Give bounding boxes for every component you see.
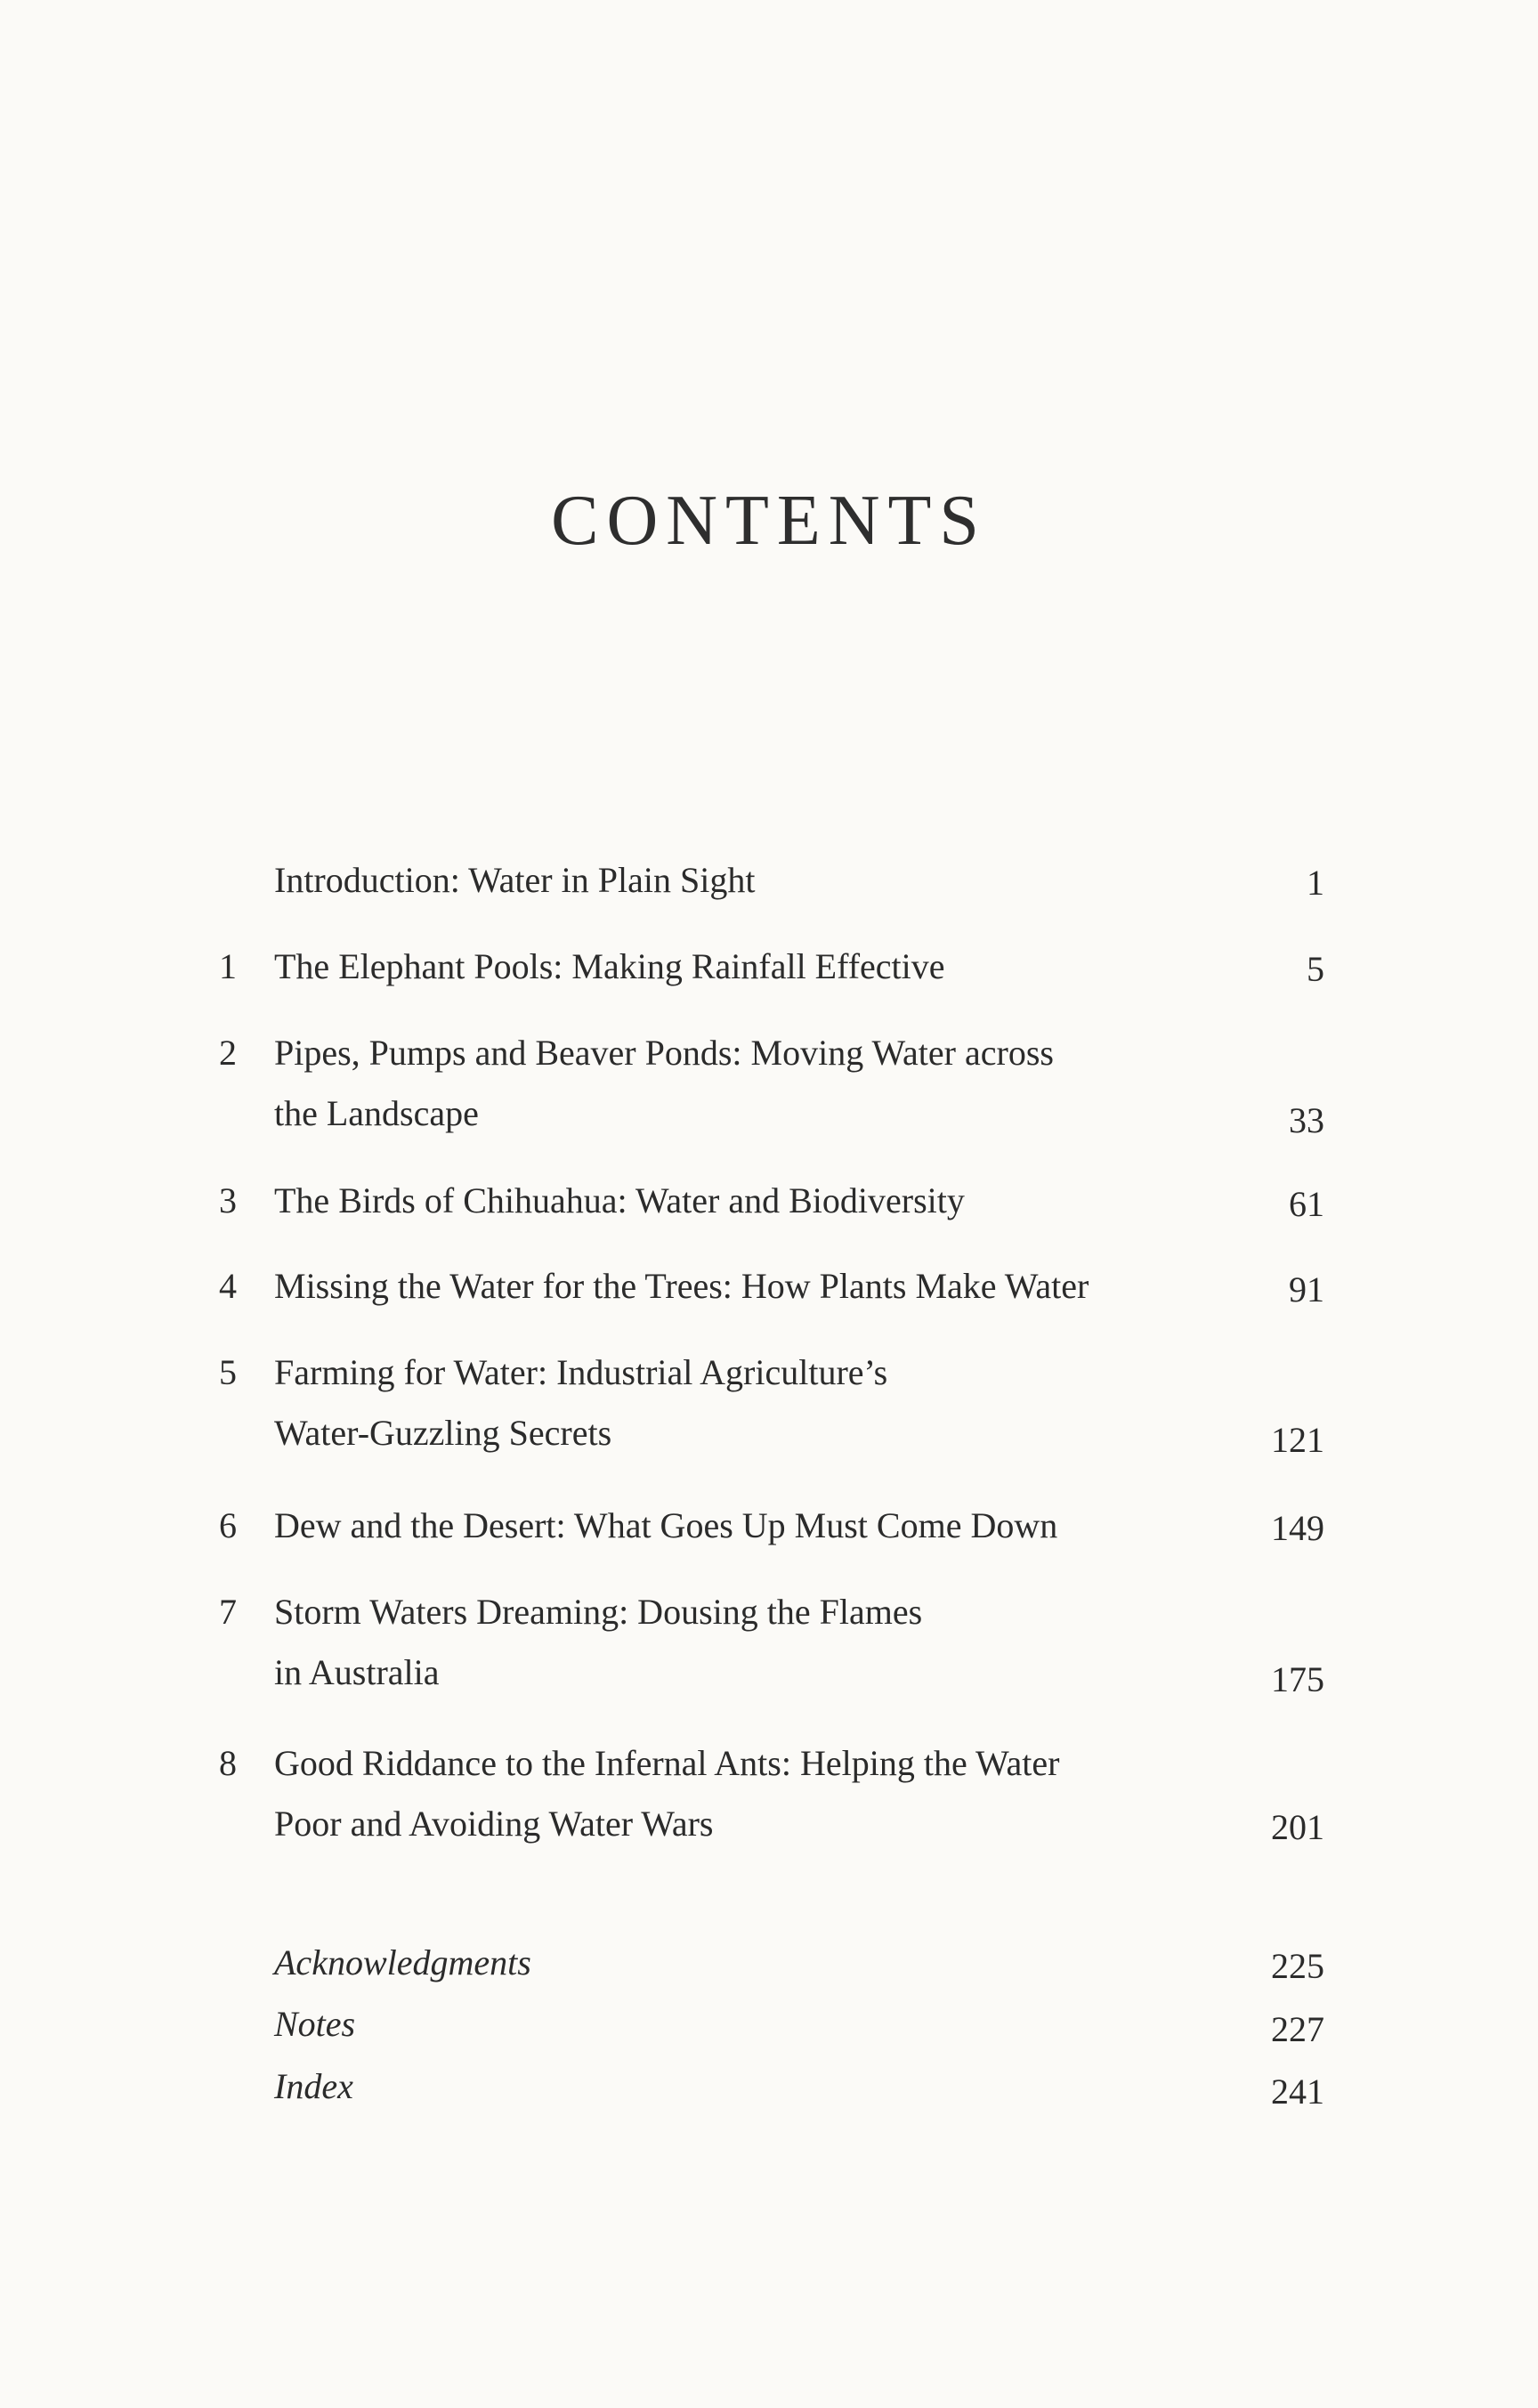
- chapter-number: 8: [219, 1743, 237, 1783]
- back-matter-label: Acknowledgments: [274, 1942, 531, 1982]
- chapter-title-line: Missing the Water for the Trees: How Plants Make Water: [274, 1266, 1089, 1306]
- page-number: 91: [1289, 1269, 1324, 1309]
- chapter-title-line: Poor and Avoiding Water Wars: [274, 1804, 714, 1844]
- page-number: 225: [1271, 1946, 1324, 1986]
- page-number: 175: [1271, 1659, 1324, 1699]
- chapter-title: [274, 936, 1164, 997]
- chapter-title-line: in Australia: [274, 1652, 440, 1692]
- page-number: 33: [1289, 1100, 1324, 1140]
- chapter-title-line: Dew and the Desert: What Goes Up Must Come Down: [274, 1505, 1058, 1545]
- page-number: 201: [1271, 1807, 1324, 1847]
- chapter-title-line: Water-Guzzling Secrets: [274, 1413, 612, 1453]
- chapter-title-line: The Elephant Pools: Making Rainfall Effective: [274, 946, 945, 986]
- chapter-number: 5: [219, 1352, 237, 1392]
- back-matter-label: Notes: [274, 2004, 356, 2044]
- chapter-title-line: Storm Waters Dreaming: Dousing the Flames: [274, 1592, 923, 1632]
- page-number: 1: [1307, 863, 1324, 903]
- chapter-title: [274, 1496, 1164, 1556]
- chapter-title-line: Pipes, Pumps and Beaver Ponds: Moving Water across: [274, 1033, 1054, 1073]
- page-number: 241: [1271, 2072, 1324, 2112]
- page-number: 121: [1271, 1420, 1324, 1460]
- chapter-title: [274, 1171, 1164, 1231]
- chapter-number: 4: [219, 1266, 237, 1306]
- chapter-number: 6: [219, 1505, 237, 1545]
- chapter-title: [274, 850, 1164, 911]
- page-number: 61: [1289, 1184, 1324, 1224]
- chapter-title-line: Farming for Water: Industrial Agriculture’s: [274, 1352, 888, 1392]
- chapter-title-line: Introduction: Water in Plain Sight: [274, 860, 756, 900]
- chapter-title: [274, 1733, 1164, 1854]
- chapter-number: 2: [219, 1033, 237, 1073]
- chapter-number: 3: [219, 1180, 237, 1220]
- chapter-title-line: Good Riddance to the Infernal Ants: Helping the Water: [274, 1743, 1060, 1783]
- chapter-title: [274, 1342, 1164, 1463]
- chapter-number: 1: [219, 946, 237, 986]
- chapter-number: 7: [219, 1592, 237, 1632]
- chapter-title: [274, 1023, 1164, 1144]
- chapter-title-line: The Birds of Chihuahua: Water and Biodiversity: [274, 1180, 965, 1220]
- chapter-title: [274, 1582, 1164, 1703]
- page-number: 227: [1271, 2009, 1324, 2049]
- chapter-title: [274, 1256, 1164, 1317]
- page-title: CONTENTS: [551, 482, 987, 560]
- back-matter-label: Index: [274, 2066, 353, 2106]
- page-number: 149: [1271, 1508, 1324, 1548]
- chapter-title-line: the Landscape: [274, 1093, 479, 1133]
- page-number: 5: [1307, 949, 1324, 989]
